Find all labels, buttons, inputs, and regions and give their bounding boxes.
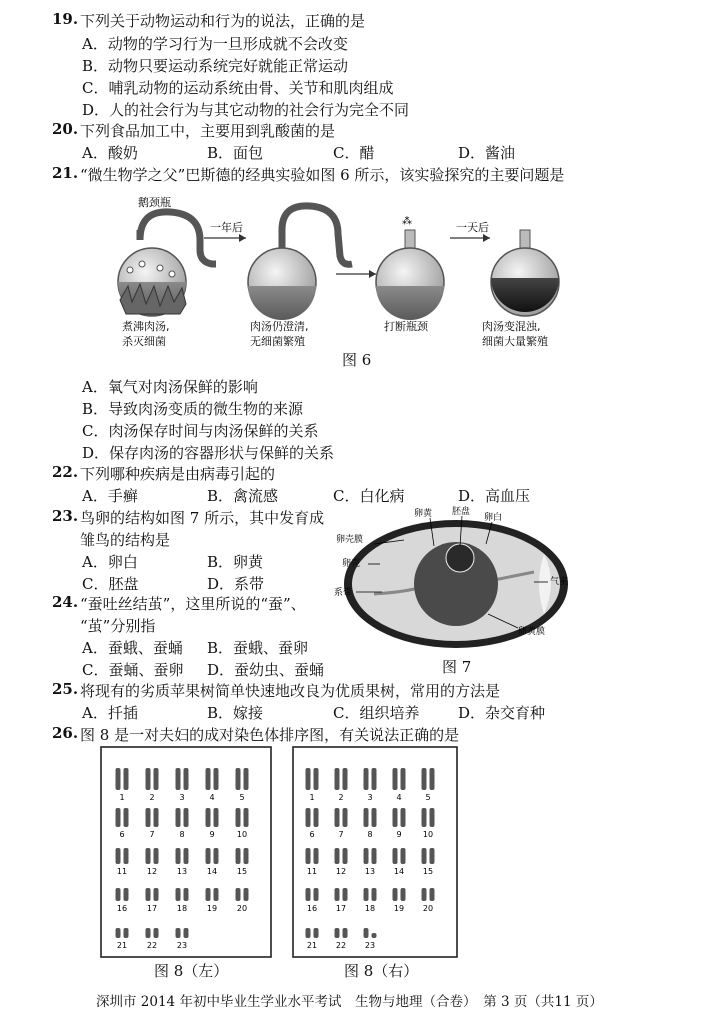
fig6-caption-3: 打断瓶颈 <box>384 320 428 333</box>
q24-stem-line2: “茧”分别指 <box>80 617 156 635</box>
fig8-caption-left: 图 8（左） <box>154 962 229 980</box>
chromosome-number: 19 <box>206 904 218 913</box>
fig6-caption-1b: 杀灭细菌 <box>122 335 166 348</box>
chromosome-number: 20 <box>236 904 248 913</box>
chromosome-number: 5 <box>425 793 431 802</box>
q21-option-c: C．肉汤保存时间与肉汤保鲜的关系 <box>82 422 319 440</box>
chromosome-number: 1 <box>119 793 125 802</box>
q24-option-c: C．蚕蛹、蚕卵 <box>82 661 184 679</box>
fig6-arrow1-label: 一年后 <box>210 221 243 234</box>
q25-option-a: A．扦插 <box>82 704 138 722</box>
fig6-caption-4a: 肉汤变混浊, <box>482 320 541 333</box>
q20-stem: 下列食品加工中，主要用到乳酸菌的是 <box>80 122 336 140</box>
q25-option-b: B．嫁接 <box>207 704 264 722</box>
q23-option-d: D．系带 <box>207 575 265 593</box>
q21-option-a: A．氧气对肉汤保鲜的影响 <box>82 378 258 396</box>
q19-stem: 下列关于动物运动和行为的说法，正确的是 <box>80 12 366 30</box>
chromosome-number: 21 <box>306 941 318 950</box>
chromosome-number: 6 <box>119 830 125 839</box>
chromosome-number: 15 <box>236 867 248 876</box>
q26-stem: 图 8 是一对夫妇的成对染色体排序图，有关说法正确的是 <box>80 726 460 744</box>
chromosome-number: 13 <box>176 867 188 876</box>
chromosome-number: 11 <box>116 867 128 876</box>
chromosome-number: 9 <box>209 830 215 839</box>
label-yolk-membrane: 卵黄膜 <box>518 627 546 637</box>
chromosome-number: 11 <box>306 867 318 876</box>
chromosome-number: 1 <box>309 793 315 802</box>
q24-number: 24. <box>52 593 79 611</box>
flask-broken-neck <box>376 215 444 320</box>
chromosome-number: 22 <box>335 941 347 950</box>
fig6-caption-2a: 肉汤仍澄清, <box>250 320 309 333</box>
chromosome-number: 6 <box>309 830 315 839</box>
page-footer: 深圳市 2014 年初中毕业生学业水平考试 生物与地理（合卷） 第 3 页（共11 页） <box>96 994 603 1010</box>
chromosome-number: 3 <box>367 793 373 802</box>
q23-option-c: C．胚盘 <box>82 575 139 593</box>
q21-option-d: D．保存肉汤的容器形状与保鲜的关系 <box>82 444 335 462</box>
label-yolk: 卵黄 <box>414 509 433 519</box>
figure-7 <box>334 504 582 656</box>
q20-option-c: C．醋 <box>333 144 375 162</box>
flask-turbid <box>491 230 559 316</box>
q23-number: 23. <box>52 507 79 525</box>
q23-stem-line2: 雏鸟的结构是 <box>80 531 171 549</box>
q19-option-a: A．动物的学习行为一旦形成就不会改变 <box>82 35 348 53</box>
q20-number: 20. <box>52 120 79 138</box>
q23-option-b: B．卵黄 <box>207 553 264 571</box>
q24-option-d: D．蚕幼虫、蚕蛹 <box>207 661 325 679</box>
chromosome-number: 4 <box>396 793 402 802</box>
chromosome-number: 17 <box>146 904 158 913</box>
chromosome-number: 18 <box>176 904 188 913</box>
chromosome-number: 13 <box>364 867 376 876</box>
fig6-caption-2b: 无细菌繁殖 <box>250 335 305 348</box>
chromosome-number: 12 <box>335 867 347 876</box>
chromosome-number: 5 <box>239 793 245 802</box>
q19-option-b: B．动物只要运动系统完好就能正常运动 <box>82 57 349 75</box>
q24-option-b: B．蚕蛾、蚕卵 <box>207 639 309 657</box>
q20-option-a: A．酸奶 <box>82 144 138 162</box>
figure-6 <box>100 190 580 358</box>
fig8-caption-right: 图 8（右） <box>344 962 419 980</box>
chromosome-number: 18 <box>364 904 376 913</box>
q21-option-b: B．导致肉汤变质的微生物的来源 <box>82 400 304 418</box>
q20-option-b: B．面包 <box>207 144 264 162</box>
q25-number: 25. <box>52 680 79 698</box>
label-germinal-disc: 胚盘 <box>452 507 471 517</box>
q22-stem: 下列哪种疾病是由病毒引起的 <box>80 465 276 483</box>
chromosome-number: 14 <box>393 867 405 876</box>
q22-option-b: B．禽流感 <box>207 487 279 505</box>
chromosome-number: 23 <box>176 941 188 950</box>
chromosome-number: 7 <box>149 830 155 839</box>
chromosome-number: 16 <box>116 904 128 913</box>
q23-option-a: A．卵白 <box>82 553 138 571</box>
fig6-caption: 图 6 <box>342 351 372 369</box>
fig7-caption: 图 7 <box>442 658 472 676</box>
chromosome-number: 20 <box>422 904 434 913</box>
chromosome-number: 23 <box>364 941 376 950</box>
chromosome-number: 9 <box>396 830 402 839</box>
label-shell: 卵壳 <box>342 559 361 569</box>
q19-option-d: D．人的社会行为与其它动物的社会行为完全不同 <box>82 101 410 119</box>
chromosome-number: 7 <box>338 830 344 839</box>
q25-option-d: D．杂交育种 <box>458 704 546 722</box>
q19-number: 19. <box>52 10 79 28</box>
q22-option-d: D．高血压 <box>458 487 531 505</box>
label-shell-membrane: 卵壳膜 <box>336 535 364 545</box>
chromosome-number: 3 <box>179 793 185 802</box>
chromosome-number: 21 <box>116 941 128 950</box>
germinal-disc <box>446 544 474 572</box>
q23-stem-line1: 鸟卵的结构如图 7 所示，其中发育成 <box>80 509 325 527</box>
fig6-caption-1a: 煮沸肉汤, <box>122 320 170 333</box>
label-chalaza: 系带 <box>334 588 353 598</box>
chromosome-number: 19 <box>393 904 405 913</box>
q20-option-d: D．酱油 <box>458 144 516 162</box>
chromosome-number: 15 <box>422 867 434 876</box>
q26-number: 26. <box>52 724 79 742</box>
q21-stem: “微生物学之父”巴斯德的经典实验如图 6 所示，该实验探究的主要问题是 <box>80 166 565 184</box>
label-albumen: 卵白 <box>484 513 503 523</box>
chromosome-number: 10 <box>422 830 434 839</box>
q21-number: 21. <box>52 164 79 182</box>
chromosome-number: 12 <box>146 867 158 876</box>
q24-option-a: A．蚕蛾、蚕蛹 <box>82 639 183 657</box>
q25-stem: 将现有的劣质苹果树简单快速地改良为优质果树，常用的方法是 <box>80 682 501 700</box>
chromosome-number: 14 <box>206 867 218 876</box>
flask-boiling <box>118 212 216 316</box>
q24-stem-line1: “蚕吐丝结茧”，这里所说的“蚕”、 <box>80 595 306 613</box>
chromosome-number: 4 <box>209 793 215 802</box>
fig6-arrow2-label: 一天后 <box>456 221 489 234</box>
chromosome-number: 10 <box>236 830 248 839</box>
chromosome-number: 2 <box>149 793 155 802</box>
chromosome-number: 8 <box>367 830 373 839</box>
label-air-cell: 气室 <box>550 577 569 587</box>
fig6-caption-4b: 细菌大量繁殖 <box>482 335 548 348</box>
chromosome-number: 16 <box>306 904 318 913</box>
q19-option-c: C．哺乳动物的运动系统由骨、关节和肌肉组成 <box>82 79 394 97</box>
karyotype-left <box>100 746 272 958</box>
chromosome-number: 8 <box>179 830 185 839</box>
fig6-flask-label: 鹅颈瓶 <box>138 196 171 209</box>
q22-number: 22. <box>52 463 79 481</box>
svg-text:⁂: ⁂ <box>402 216 412 227</box>
chromosome-number: 17 <box>335 904 347 913</box>
chromosome-number: 2 <box>338 793 344 802</box>
q22-option-c: C．白化病 <box>333 487 405 505</box>
karyotype-right <box>292 746 458 958</box>
q22-option-a: A．手癣 <box>82 487 138 505</box>
chromosome-number: 22 <box>146 941 158 950</box>
flask-clear <box>248 206 352 320</box>
q25-option-c: C．组织培养 <box>333 704 420 722</box>
